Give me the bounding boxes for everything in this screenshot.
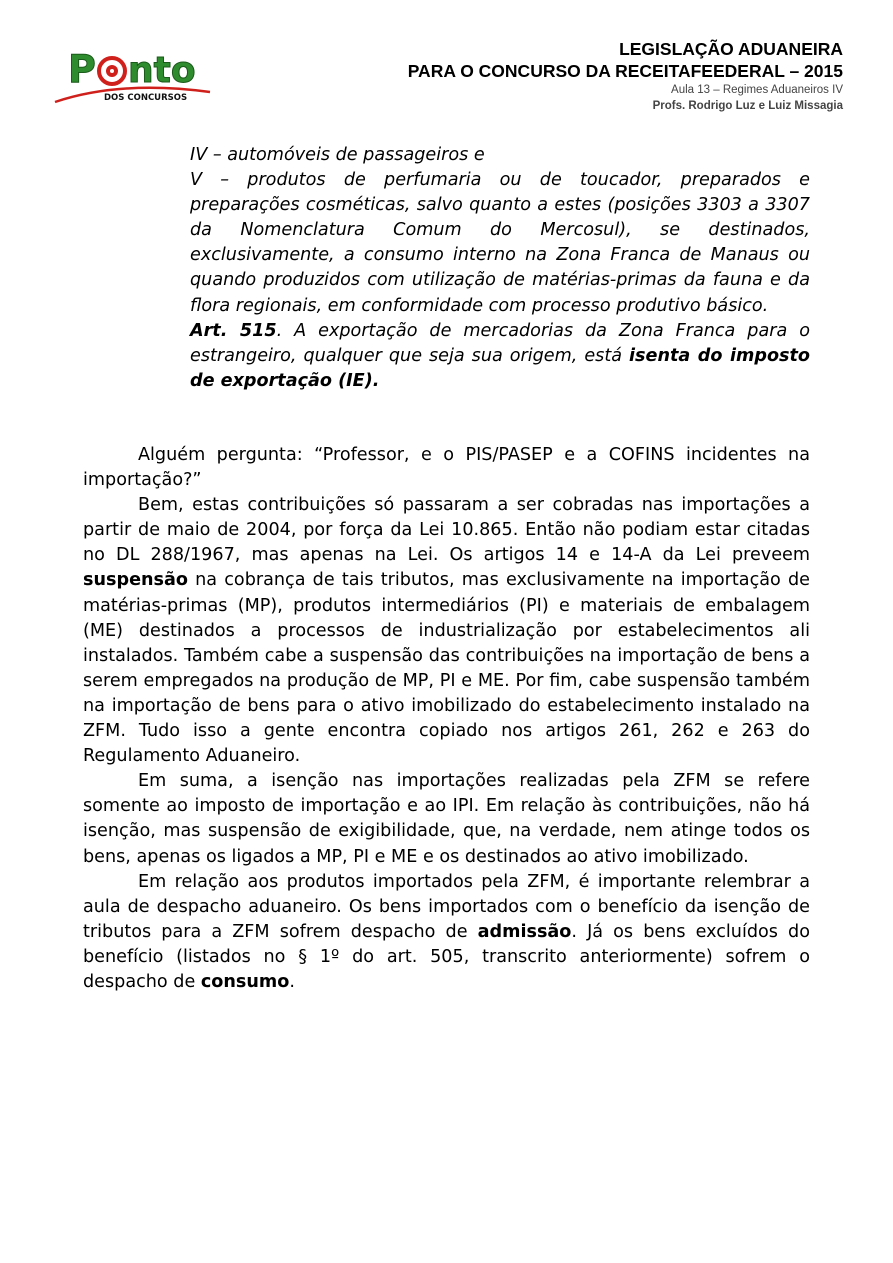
quote-item-iv: IV – automóveis de passageiros e	[190, 145, 485, 165]
paragraph-customs-clearance	[83, 870, 810, 995]
paragraph-question: Alguém pergunta: “Professor, e o PIS/PASEP e a COFINS incidentes na importação?”	[83, 445, 810, 491]
header-lesson: Aula 13 – Regimes Aduaneiros IV	[671, 84, 843, 96]
paragraph-summary: Em suma, a isenção nas importações realizadas pela ZFM se refere somente ao imposto de importação e ao IPI. Em relação às contribuições, não há isenção, mas suspensão de exigibilidade, que, na verdade, nem atinge todos os bens, apenas os ligados a MP, PI e ME e os destinados ao ativo imobilizado.	[83, 771, 810, 867]
page-header	[0, 0, 893, 130]
consumption-emphasis: consumo	[200, 971, 290, 992]
article-label: Art. 515	[190, 320, 277, 341]
header-professors: Profs. Rodrigo Luz e Luiz Missagia	[652, 100, 843, 112]
paragraph-clearance-part1: Em relação aos produtos importados pela ZFM, é importante relembrar a aula de despacho aduaneiro. Os bens importados com o benefício da isenção de tributos para a ZFM sofrem despacho de	[83, 871, 810, 942]
article-emphasis: isenta do imposto de exportação (IE).	[190, 345, 810, 391]
paragraph-clearance-part2: . Já os bens excluídos do benefício (listados no § 1º do art. 505, transcrito anteriormente) sofrem o despacho de	[83, 921, 810, 992]
body-text	[83, 443, 810, 995]
paragraph-contributions-part2: na cobrança de tais tributos, mas exclusivamente na importação de matérias-primas (MP), produtos intermediários (PI) e materiais de embalagem (ME) destinados a processos de industrialização por estabelecimentos ali instalados. Também cabe a suspensão das contribuições na importação de bens a serem empregados na produção de MP, PI e ME. Por fim, cabe suspensão também na importação de bens para o ativo imobilizado do estabelecimento instalado na ZFM. Tudo isso a gente encontra copiado nos artigos 261, 262 e 263 do Regulamento Aduaneiro.	[83, 570, 810, 767]
quote-item-v: V – produtos de perfumaria ou de toucador, preparados e preparações cosméticas, salvo quanto a estes (posições 3303 a 3307 da Nomenclatura Comum do Mercosul), se destinados, exclusivamente, a consumo interno na Zona Franca de Manaus ou quando produzidos com utilização de matérias-primas da fauna e da flora regionais, em conformidade com processo produtivo básico.	[190, 170, 810, 316]
quote-article-515	[190, 319, 810, 394]
article-text: . A exportação de mercadorias da Zona Franca para o estrangeiro, qualquer que seja sua origem, está	[190, 320, 810, 366]
paragraph-clearance-part3: .	[289, 971, 295, 992]
svg-text:DOS CONCURSOS: DOS CONCURSOS	[104, 93, 188, 103]
svg-text:nto: nto	[128, 50, 196, 91]
admission-emphasis: admissão	[477, 921, 572, 942]
header-title-line2: PARA O CONCURSO DA RECEITAFEEDERAL – 2015	[407, 61, 843, 81]
law-quote-block	[190, 143, 810, 394]
header-title-line1: LEGISLAÇÃO ADUANEIRA	[619, 39, 843, 59]
svg-text:P: P	[68, 47, 96, 91]
paragraph-contributions	[83, 493, 810, 769]
suspension-emphasis: suspensão	[83, 570, 188, 591]
ponto-dos-concursos-logo	[50, 40, 220, 110]
paragraph-contributions-part1: Bem, estas contribuições só passaram a ser cobradas nas importações a partir de maio de 2004, por força da Lei 10.865. Então não podiam estar citadas no DL 288/1967, mas apenas na Lei. Os artigos 14 e 14-A da Lei preveem	[83, 495, 810, 566]
header-titles	[408, 38, 843, 114]
